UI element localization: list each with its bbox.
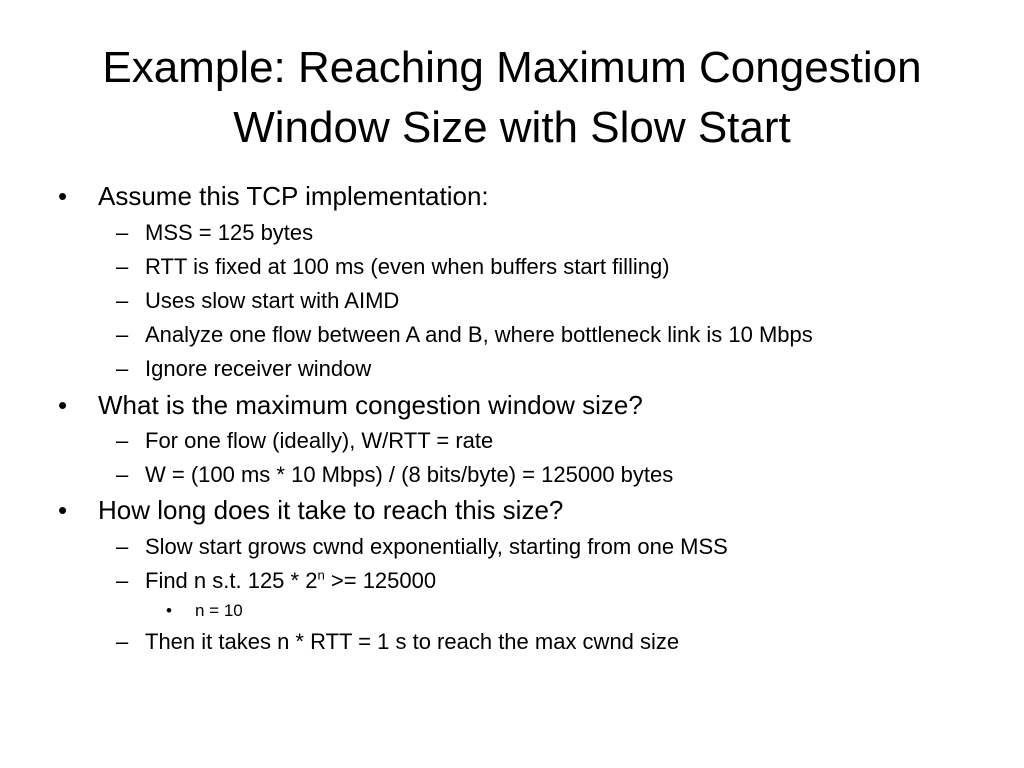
dash-marker: – bbox=[116, 322, 129, 347]
bullet-marker: • bbox=[58, 495, 68, 525]
sub-bullet-item bbox=[116, 322, 813, 348]
sub-bullet-item bbox=[116, 629, 679, 655]
dash-marker: – bbox=[116, 534, 129, 559]
sub-bullet-text: Uses slow start with AIMD bbox=[145, 288, 400, 313]
bullet-marker: • bbox=[166, 601, 172, 620]
sub-bullet-item bbox=[116, 356, 371, 382]
dash-marker: – bbox=[116, 254, 129, 279]
bullet-item bbox=[58, 390, 643, 421]
sub-bullet-item bbox=[116, 220, 313, 246]
sub-bullet-item bbox=[116, 462, 673, 488]
bullet-marker: • bbox=[58, 390, 68, 420]
sub-bullet-item bbox=[116, 288, 399, 314]
dash-marker: – bbox=[116, 462, 129, 487]
dash-marker: – bbox=[116, 356, 129, 381]
dash-marker: – bbox=[116, 288, 129, 313]
slide-title bbox=[40, 38, 984, 158]
exponent: n bbox=[317, 567, 325, 583]
sub-bullet-item bbox=[116, 428, 493, 454]
dash-marker: – bbox=[116, 220, 129, 245]
sub-sub-bullet-item bbox=[166, 601, 243, 621]
sub-bullet-text bbox=[145, 568, 436, 594]
sub-bullet-text: MSS = 125 bytes bbox=[145, 220, 314, 245]
slide-title-line-1: Example: Reaching Maximum Congestion bbox=[102, 43, 922, 92]
slide-title-line-2: Window Size with Slow Start bbox=[233, 103, 791, 152]
sub-bullet-text: For one flow (ideally), W/RTT = rate bbox=[145, 428, 494, 453]
sub-bullet-text: RTT is fixed at 100 ms (even when buffers start filling) bbox=[145, 254, 670, 279]
sub-bullet-item bbox=[116, 568, 436, 594]
sub-bullet-text: W = (100 ms * 10 Mbps) / (8 bits/byte) = 125000 bytes bbox=[145, 462, 674, 487]
dash-marker: – bbox=[116, 629, 129, 654]
bullet-text: How long does it take to reach this size? bbox=[98, 495, 564, 525]
sub-bullet-text: Ignore receiver window bbox=[145, 356, 372, 381]
bullet-item bbox=[58, 181, 489, 212]
bullet-item bbox=[58, 495, 563, 526]
sub-bullet-text: Analyze one flow between A and B, where bottleneck link is 10 Mbps bbox=[145, 322, 813, 347]
formula-text-end: >= 125000 bbox=[324, 568, 437, 593]
bullet-marker: • bbox=[58, 181, 68, 211]
bullet-text: Assume this TCP implementation: bbox=[98, 181, 489, 211]
sub-bullet-item bbox=[116, 254, 670, 280]
sub-sub-bullet-text: n = 10 bbox=[195, 601, 243, 620]
sub-bullet-item bbox=[116, 534, 728, 560]
formula-text-start: Find n s.t. 125 * 2 bbox=[145, 568, 318, 593]
sub-bullet-text: Slow start grows cwnd exponentially, starting from one MSS bbox=[145, 534, 728, 559]
dash-marker: – bbox=[116, 428, 129, 453]
dash-marker: – bbox=[116, 568, 129, 593]
sub-bullet-text: Then it takes n * RTT = 1 s to reach the max cwnd size bbox=[145, 629, 680, 654]
bullet-text: What is the maximum congestion window size? bbox=[98, 390, 643, 420]
